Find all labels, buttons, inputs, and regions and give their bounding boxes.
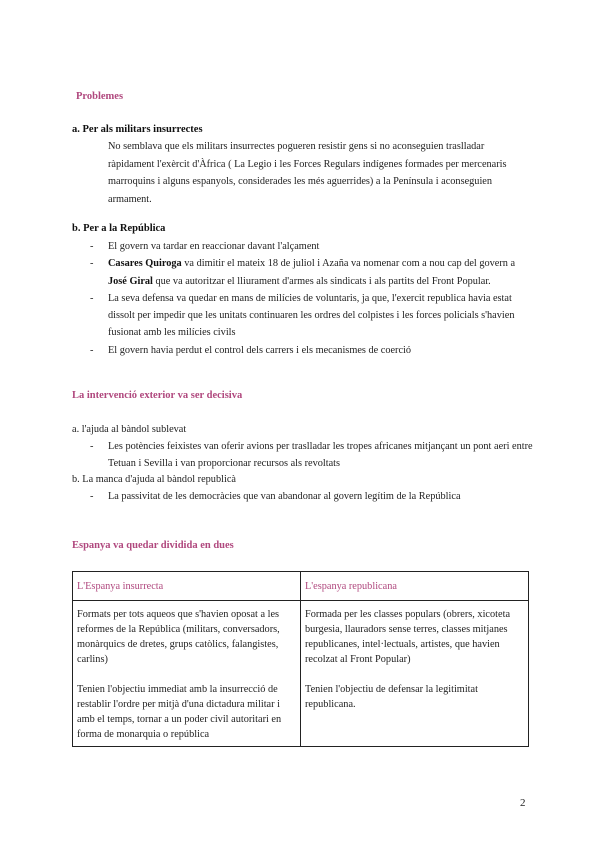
list-item [72, 439, 534, 473]
subheading-militars: a. Per als militars insurrectes [72, 124, 203, 135]
cell-text: Formada per les classes populars (obrers, xicoteta burgesia, llauradors sense terres, classes mitjanes republicanes, intel·lectuals, artistes, que havien recolzat al Front Popular) [305, 609, 511, 665]
intervencio-block [72, 422, 534, 506]
label-ajuda-sublevat: a. l'ajuda al bàndol sublevat [72, 424, 187, 435]
list-item [72, 255, 534, 290]
label-manca-ajuda: b. La manca d'ajuda al bàndol republicà [72, 474, 236, 486]
table-header-row [73, 572, 529, 601]
list-item-text: Les potències feixistes van oferir avions per traslladar les tropes africanes mitjançant un pont aeri entre Tetuan i Sevilla i van proporcionar recursos als revoltats [108, 440, 533, 469]
cell-text: Formats per tots aqueos que s'havien oposat a les reformes de la República (militars, conversadors, monàrquics de dretes, grups catòlics, falangistes, carlins) [77, 609, 280, 665]
list-item-text: La seva defensa va quedar en mans de milícies de voluntaris, ja que, l'exercit republica havia estat dissolt per impedir que les unitats continuaren les ordres del colpistes i les forces policials s'havien fusionat amb les milícies civils [108, 292, 515, 339]
list-republica [72, 238, 534, 359]
list-item-text: que va autoritzar el lliurament d'armes als sindicats i als partits del Front Popular. [152, 275, 491, 287]
page-number: 2 [520, 797, 526, 809]
bold-name: José Giral [108, 275, 153, 287]
list-item [72, 238, 534, 255]
cell-republicana [301, 601, 529, 747]
table-row [73, 601, 529, 747]
bold-name: Casares Quiroga [108, 258, 182, 270]
list-item-text: La passivitat de les democràcies que van abandonar al govern legítim de la República [108, 491, 461, 503]
section-title-espanya: Espanya va quedar dividida en dues [72, 540, 234, 551]
list-manca-ajuda [72, 489, 534, 506]
header-republicana: L'espanya republicana [301, 572, 529, 601]
subheading-republica: b. Per a la República [72, 223, 166, 234]
list-item [72, 290, 534, 342]
cell-insurrecta [73, 601, 301, 747]
list-ajuda-sublevat [72, 439, 534, 473]
list-item-text: va dimitir el mateix 18 de juliol i Azaña va nomenar com a nou cap del govern a [181, 258, 516, 270]
list-item [72, 342, 534, 359]
paragraph-militars: No semblava que els militars insurrectes pogueren resistir gens si no aconseguien traslladar ràpidament l'exèrcit d'Àfrica ( La Legio i les Forces Regulars indígenes formades per mercenaris marroquins i alguns espanyols, considerades les més aguerrides) a la Península i aconseguien armament. [108, 141, 507, 205]
list-item-text: El govern va tardar en reaccionar davant l'alçament [108, 241, 320, 252]
section-title-problemes: Problemes [76, 91, 124, 102]
cell-text: Tenien l'objectiu de defensar la legitimitat republicana. [305, 684, 478, 710]
cell-text: Tenien l'objectiu immediat amb la insurrecció de restablir l'ordre per mitjà d'una dictadura militar i amb el temps, tornar a un poder civil autoritari en forma de monarquia o república [77, 684, 282, 740]
list-item [72, 489, 534, 506]
section-title-intervencio: La intervenció exterior va ser decisiva [72, 390, 243, 401]
header-insurrecta: L'Espanya insurrecta [73, 572, 301, 601]
comparison-table [72, 571, 529, 747]
list-item-text: El govern havia perdut el control dels carrers i els mecanismes de coerció [108, 344, 412, 356]
